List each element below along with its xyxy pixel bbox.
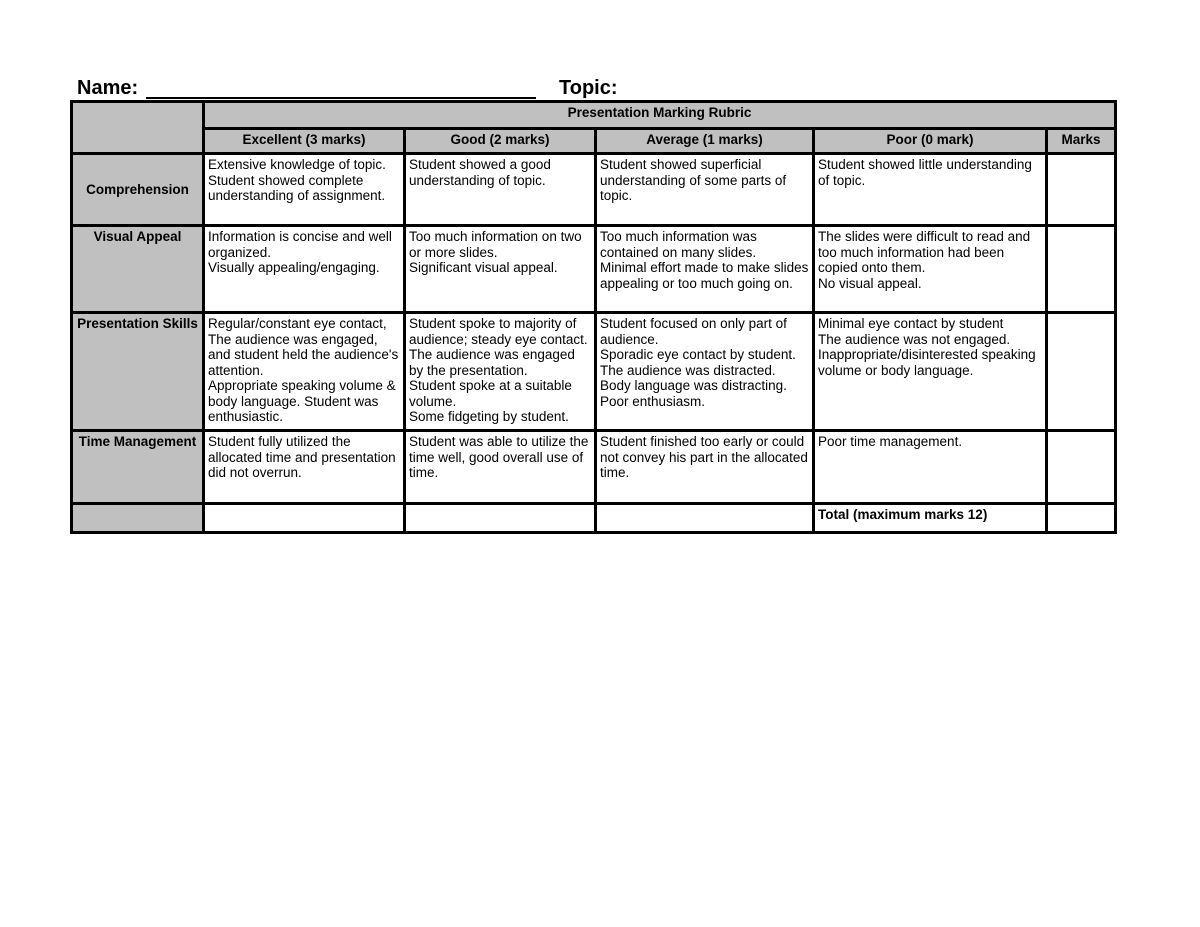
column-header-average: Average (1 marks) bbox=[596, 129, 814, 154]
rubric-table bbox=[70, 100, 1117, 534]
column-header-poor: Poor (0 mark) bbox=[814, 129, 1047, 154]
name-label: Name: bbox=[77, 77, 139, 99]
marks-cell[interactable] bbox=[1047, 313, 1116, 431]
criteria-cell: Information is concise and well organized. Visually appealing/engaging. bbox=[204, 226, 405, 313]
column-header-marks: Marks bbox=[1047, 129, 1116, 154]
marks-cell[interactable] bbox=[1047, 154, 1116, 226]
column-header-good: Good (2 marks) bbox=[405, 129, 596, 154]
empty-cell bbox=[405, 504, 596, 533]
criteria-cell: Student was able to utilize the time well, good overall use of time. bbox=[405, 431, 596, 504]
criteria-cell: The slides were difficult to read and too much information had been copied onto them. No visual appeal. bbox=[814, 226, 1047, 313]
corner-cell bbox=[72, 102, 204, 154]
name-blank-line[interactable] bbox=[146, 97, 536, 99]
criteria-cell: Too much information on two or more slides. Significant visual appeal. bbox=[405, 226, 596, 313]
row-label-visual-appeal: Visual Appeal bbox=[72, 226, 204, 313]
criteria-cell: Student focused on only part of audience. Sporadic eye contact by student. The audience was distracted. Body language was distracting. Poor enthusiasm. bbox=[596, 313, 814, 431]
empty-cell bbox=[596, 504, 814, 533]
criteria-cell: Student finished too early or could not convey his part in the allocated time. bbox=[596, 431, 814, 504]
criteria-cell: Minimal eye contact by student The audience was not engaged. Inappropriate/disinterested speaking volume or body language. bbox=[814, 313, 1047, 431]
total-row-label-cell bbox=[72, 504, 204, 533]
column-header-excellent: Excellent (3 marks) bbox=[204, 129, 405, 154]
criteria-cell: Too much information was contained on many slides. Minimal effort made to make slides appealing or too much going on. bbox=[596, 226, 814, 313]
table-row bbox=[72, 226, 1116, 313]
criteria-cell: Student showed a good understanding of topic. bbox=[405, 154, 596, 226]
criteria-cell: Poor time management. bbox=[814, 431, 1047, 504]
table-row bbox=[72, 154, 1116, 226]
criteria-cell: Student showed superficial understanding of some parts of topic. bbox=[596, 154, 814, 226]
row-label-time-management: Time Management bbox=[72, 431, 204, 504]
row-label-presentation-skills: Presentation Skills bbox=[72, 313, 204, 431]
marks-cell[interactable] bbox=[1047, 226, 1116, 313]
marks-cell[interactable] bbox=[1047, 431, 1116, 504]
criteria-cell: Regular/constant eye contact, The audience was engaged, and student held the audience's attention. Appropriate speaking volume & body language. Student was enthusiastic. bbox=[204, 313, 405, 431]
criteria-cell: Student spoke to majority of audience; steady eye contact. The audience was engaged by the presentation. Student spoke at a suitable volume. Some fidgeting by student. bbox=[405, 313, 596, 431]
total-row bbox=[72, 504, 1116, 533]
table-row bbox=[72, 313, 1116, 431]
header-line bbox=[77, 77, 637, 101]
topic-label: Topic: bbox=[559, 77, 618, 99]
total-marks-cell[interactable] bbox=[1047, 504, 1116, 533]
row-label-comprehension: Comprehension bbox=[72, 154, 204, 226]
rubric-title: Presentation Marking Rubric bbox=[204, 102, 1116, 129]
total-label: Total (maximum marks 12) bbox=[814, 504, 1047, 533]
criteria-cell: Student fully utilized the allocated time and presentation did not overrun. bbox=[204, 431, 405, 504]
criteria-cell: Student showed little understanding of topic. bbox=[814, 154, 1047, 226]
criteria-cell: Extensive knowledge of topic. Student showed complete understanding of assignment. bbox=[204, 154, 405, 226]
table-row bbox=[72, 431, 1116, 504]
empty-cell bbox=[204, 504, 405, 533]
